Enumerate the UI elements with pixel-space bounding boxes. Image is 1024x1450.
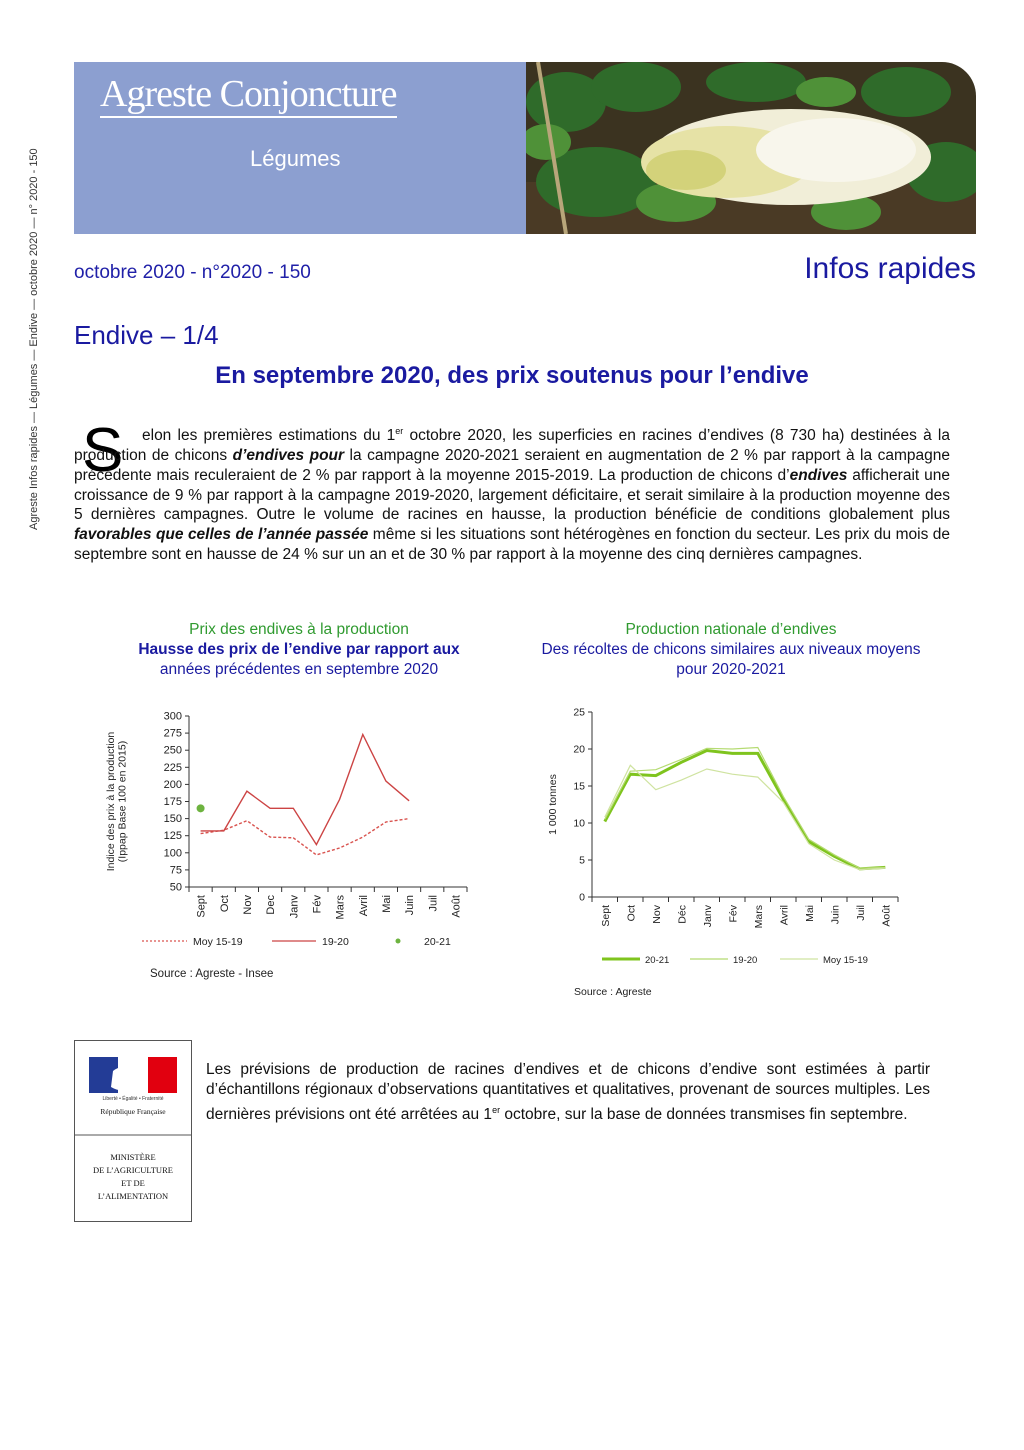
note-text: Les prévisions de production de racines d’endives et de chicons d’endive sont estimées à partir d’échantillons régionaux d’observations quantitatives et qualitatives, provenant de sources multiples. Les dernières prévisions ont été arrêtées au 1: [206, 1061, 930, 1124]
header-banner: [74, 62, 976, 234]
theme-label: Légumes: [250, 146, 341, 171]
x-tick-label: Sept: [599, 905, 612, 927]
note-sup: er: [492, 1105, 501, 1115]
y-axis-label: Indice des prix à la production(Ippap Base 100 en 2015): [104, 731, 129, 872]
x-tick-label: Janv: [288, 895, 301, 919]
para-emphasis: favorables que celles de l’année passée: [74, 526, 369, 544]
flag-red: [148, 1057, 177, 1093]
x-tick-label: Août: [880, 905, 893, 927]
production-chart: [540, 700, 920, 1010]
y-tick-label: 75: [169, 864, 182, 877]
x-tick-label: Mars: [752, 905, 765, 929]
x-tick-label: Janv: [701, 905, 714, 928]
x-tick-label: Fév: [727, 905, 740, 923]
y-tick-label: 25: [573, 706, 585, 719]
y-tick-label: 150: [163, 813, 182, 826]
chart-source: Source : Agreste - Insee: [150, 968, 274, 980]
legend-label: Moy 15-19: [193, 936, 243, 948]
data-point: [197, 804, 205, 812]
endive-photo: [526, 62, 976, 234]
legend-label: 19-20: [322, 936, 349, 948]
chart-source: Source : Agreste: [574, 986, 652, 998]
methodology-note: [206, 1060, 930, 1125]
y-tick-label: 300: [163, 710, 182, 723]
series-line: [605, 748, 886, 869]
ministry-name: [77, 1151, 189, 1203]
x-tick-label: Août: [450, 895, 463, 918]
brand-logo: Agreste Conjoncture: [100, 72, 397, 118]
republic-motto: Liberté • Égalité • Fraternité: [102, 1096, 164, 1102]
para-sup: er: [395, 426, 404, 436]
series-line: [605, 751, 886, 869]
para-emphasis: d’endives pour: [232, 446, 345, 464]
chart1-titles: [104, 620, 494, 680]
x-tick-label: Avril: [357, 895, 370, 917]
y-tick-label: 10: [573, 817, 585, 830]
ministry-logo-block: [74, 1040, 192, 1222]
chart1-title: Prix des endives à la production: [189, 621, 409, 638]
chart2-title: Production nationale d’endives: [625, 621, 837, 638]
x-tick-label: Mai: [380, 895, 393, 913]
legend-marker: [396, 939, 401, 944]
x-tick-label: Mai: [803, 905, 816, 922]
para-text: octobre 2020, les superficies en racines d’endives (8 730 ha) destinées à la production de chicons: [74, 427, 950, 464]
x-tick-label: Juil: [427, 895, 440, 912]
para-text: afficherait une croissance de 9 % par rapport à la campagne 2019-2020, largement déficitaire, et serait similaire à la production moyenne des 5 dernières campagnes. Outre le volume de racines en hausse, la production bénéficie de conditions globalement plus: [74, 466, 950, 524]
x-tick-label: Avril: [778, 905, 791, 926]
x-tick-label: Déc: [676, 905, 689, 924]
x-tick-label: Mars: [334, 895, 347, 920]
para-text: la campagne 2020-2021 seraient en augmentation de 2 % par rapport à la campagne précédente mais reculeraient de 2 % par rapport à la moyenne 2015-2019. La production de chicons d’: [74, 446, 950, 484]
y-tick-label: 225: [163, 761, 182, 774]
x-tick-label: Nov: [241, 895, 254, 915]
y-tick-label: 15: [573, 780, 585, 793]
y-axis-label: 1 000 tonnes: [547, 774, 559, 835]
legend-label: Moy 15-19: [823, 955, 868, 966]
price-index-chart: [100, 700, 480, 990]
ministry-line: MINISTÈRE: [110, 1152, 156, 1162]
y-tick-label: 100: [163, 847, 182, 860]
para-text: même si les situations sont hétérogènes en fonction du secteur. Les prix du mois de septembre sont en hausse de 24 % sur un an et de 30 % par rapport à la moyenne des cinq dernières campagnes.: [74, 526, 950, 563]
x-tick-label: Oct: [218, 895, 231, 913]
legend-label: 20-21: [645, 955, 670, 966]
banner-brand-area: [74, 62, 526, 234]
y-tick-label: 275: [163, 727, 182, 740]
y-tick-label: 50: [169, 881, 182, 894]
x-tick-label: Fév: [311, 895, 324, 914]
series-line: [201, 819, 410, 855]
republic-label: République Française: [100, 1107, 166, 1116]
note-text: octobre, sur la base de données transmises fin septembre.: [500, 1106, 908, 1124]
ministry-line: DE L’AGRICULTURE: [93, 1165, 173, 1175]
y-tick-label: 250: [163, 744, 182, 757]
ministry-line: ET DE: [121, 1178, 145, 1188]
x-tick-label: Juin: [829, 905, 842, 925]
y-tick-label: 175: [163, 796, 182, 808]
x-tick-label: Sept: [195, 895, 208, 918]
chart1-subtitle: années précédentes en septembre 2020: [159, 661, 439, 678]
y-tick-label: 20: [573, 743, 585, 756]
lead-paragraph: [74, 422, 950, 565]
sidebar-running-title: Agreste Infos rapides — Légumes — Endive — octobre 2020 — n° 2020 - 150: [28, 148, 40, 530]
para-emphasis: endives: [789, 466, 848, 484]
drop-cap: S: [82, 416, 124, 485]
legend-label: 19-20: [733, 955, 758, 966]
x-tick-label: Dec: [265, 895, 278, 915]
headline: En septembre 2020, des prix soutenus pour l’endive: [215, 362, 809, 389]
series-title: Infos rapides: [804, 252, 976, 285]
y-tick-label: 125: [163, 830, 182, 843]
chart2-titles: [526, 620, 936, 680]
y-tick-label: 200: [163, 778, 182, 791]
x-tick-label: Oct: [625, 905, 638, 922]
para-text: elon les premières estimations du 1: [142, 427, 396, 445]
chart1-subtitle-bold: Hausse des prix de l’endive par rapport aux: [138, 641, 460, 658]
chart2-subtitle: Des récoltes de chicons similaires aux niveaux moyens pour 2020-2021: [541, 641, 921, 678]
x-tick-label: Juin: [404, 895, 417, 916]
series-line: [605, 765, 886, 869]
y-tick-label: 5: [579, 854, 585, 867]
y-tick-label: 0: [579, 891, 585, 904]
x-tick-label: Juil: [854, 905, 867, 921]
section-title: Endive – 1/4: [74, 320, 219, 350]
legend-label: 20-21: [424, 936, 451, 948]
issue-number: octobre 2020 - n°2020 - 150: [74, 262, 311, 283]
ministry-line: L’ALIMENTATION: [97, 1191, 169, 1201]
x-tick-label: Nov: [650, 905, 663, 924]
